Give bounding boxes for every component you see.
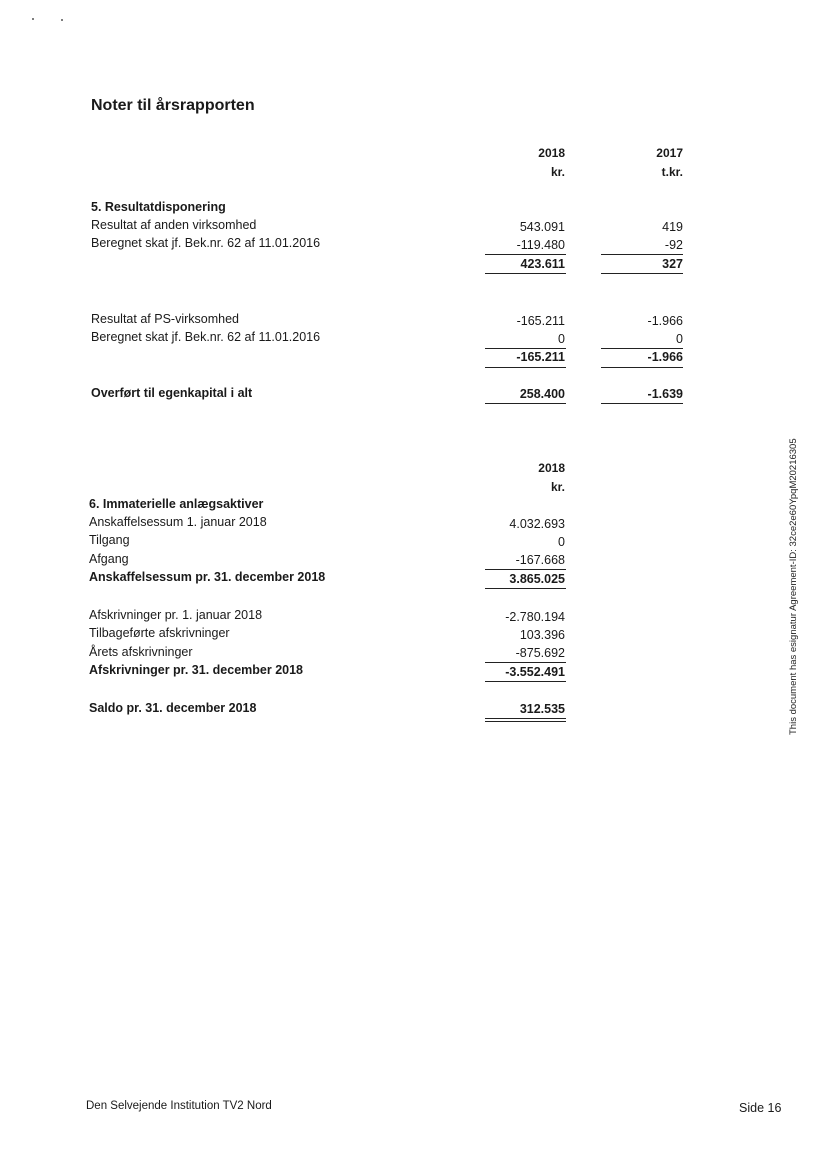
scan-speck bbox=[61, 19, 63, 21]
note6-row-label: Tilbageførte afskrivninger bbox=[89, 626, 230, 640]
rule bbox=[485, 718, 566, 719]
footer-org: Den Selvejende Institution TV2 Nord bbox=[86, 1100, 272, 1112]
note6-row-label: Afgang bbox=[89, 552, 129, 566]
double-rule bbox=[485, 721, 566, 722]
note5-subtotal-a-2017: 327 bbox=[662, 257, 683, 271]
note6-row-value: -2.780.194 bbox=[505, 610, 565, 624]
note5-title: 5. Resultatdisponering bbox=[91, 200, 226, 214]
note5-row-2018: 0 bbox=[558, 332, 565, 346]
rule bbox=[485, 569, 566, 570]
note5-subtotal-a-2018: 423.611 bbox=[520, 257, 565, 271]
note5-col2-unit: t.kr. bbox=[661, 165, 683, 179]
rule bbox=[485, 348, 566, 349]
note6-row-label: Tilgang bbox=[89, 533, 130, 547]
note6-row-value: -875.692 bbox=[515, 646, 565, 660]
note5-total-label: Overført til egenkapital i alt bbox=[91, 386, 253, 400]
note6-row-value: 0 bbox=[558, 535, 565, 549]
note5-total-2018: 258.400 bbox=[519, 387, 565, 401]
note5-row-2018: -165.211 bbox=[516, 314, 565, 328]
note5-col1-unit: kr. bbox=[550, 165, 565, 179]
rule bbox=[485, 254, 566, 255]
note6-row-label: Afskrivninger pr. 1. januar 2018 bbox=[89, 608, 263, 622]
note6-saldo-value: 312.535 bbox=[519, 702, 565, 716]
note5-row-2018: -119.480 bbox=[516, 238, 565, 252]
rule bbox=[601, 403, 683, 404]
note6-row-label: Anskaffelsessum 1. januar 2018 bbox=[89, 515, 267, 529]
esignatur-note: This document has esignatur Agreement-ID: 32ce2e60YpqM20216305 bbox=[788, 438, 799, 735]
note5-row-2017: -1.966 bbox=[647, 314, 683, 328]
rule bbox=[601, 273, 683, 274]
note6-saldo-label: Saldo pr. 31. december 2018 bbox=[89, 701, 257, 715]
rule bbox=[485, 662, 566, 663]
footer-page: Side 16 bbox=[739, 1101, 782, 1115]
note5-subtotal-b-2017: -1.966 bbox=[647, 350, 683, 364]
note5-row-2017: 419 bbox=[662, 220, 683, 234]
rule bbox=[601, 367, 683, 368]
note5-col1-year: 2018 bbox=[538, 146, 565, 160]
page-title: Noter til årsrapporten bbox=[91, 97, 255, 114]
note5-row-2017: 0 bbox=[676, 332, 683, 346]
rule bbox=[485, 681, 566, 682]
rule bbox=[485, 403, 566, 404]
note5-row-label: Resultat af anden virksomhed bbox=[91, 218, 257, 232]
note5-row-label: Resultat af PS-virksomhed bbox=[91, 312, 239, 326]
note6-row-value: 103.396 bbox=[519, 628, 565, 642]
note5-row-label: Beregnet skat jf. Bek.nr. 62 af 11.01.2016 bbox=[91, 330, 321, 344]
note6-row-value: -3.552.491 bbox=[505, 665, 565, 679]
note6-row-value: 3.865.025 bbox=[509, 572, 565, 586]
note6-row-value: 4.032.693 bbox=[509, 517, 565, 531]
note5-col2-year: 2017 bbox=[656, 146, 683, 160]
note6-row-label: Afskrivninger pr. 31. december 2018 bbox=[89, 663, 303, 677]
note5-row-label: Beregnet skat jf. Bek.nr. 62 af 11.01.2016 bbox=[91, 236, 321, 250]
note6-row-label: Årets afskrivninger bbox=[89, 645, 193, 659]
note6-row-value: -167.668 bbox=[515, 553, 565, 567]
scan-speck bbox=[32, 18, 34, 20]
rule bbox=[485, 273, 566, 274]
note6-col1-year: 2018 bbox=[538, 461, 565, 475]
note6-title: 6. Immaterielle anlægsaktiver bbox=[89, 497, 264, 511]
rule bbox=[485, 367, 566, 368]
note6-row-label: Anskaffelsessum pr. 31. december 2018 bbox=[89, 570, 326, 584]
rule bbox=[485, 588, 566, 589]
note5-subtotal-b-2018: -165.211 bbox=[516, 350, 565, 364]
note5-row-2018: 543.091 bbox=[519, 220, 565, 234]
note5-row-2017: -92 bbox=[664, 238, 683, 252]
rule bbox=[601, 254, 683, 255]
note5-total-2017: -1.639 bbox=[647, 387, 683, 401]
note6-col1-unit: kr. bbox=[550, 480, 565, 494]
rule bbox=[601, 348, 683, 349]
